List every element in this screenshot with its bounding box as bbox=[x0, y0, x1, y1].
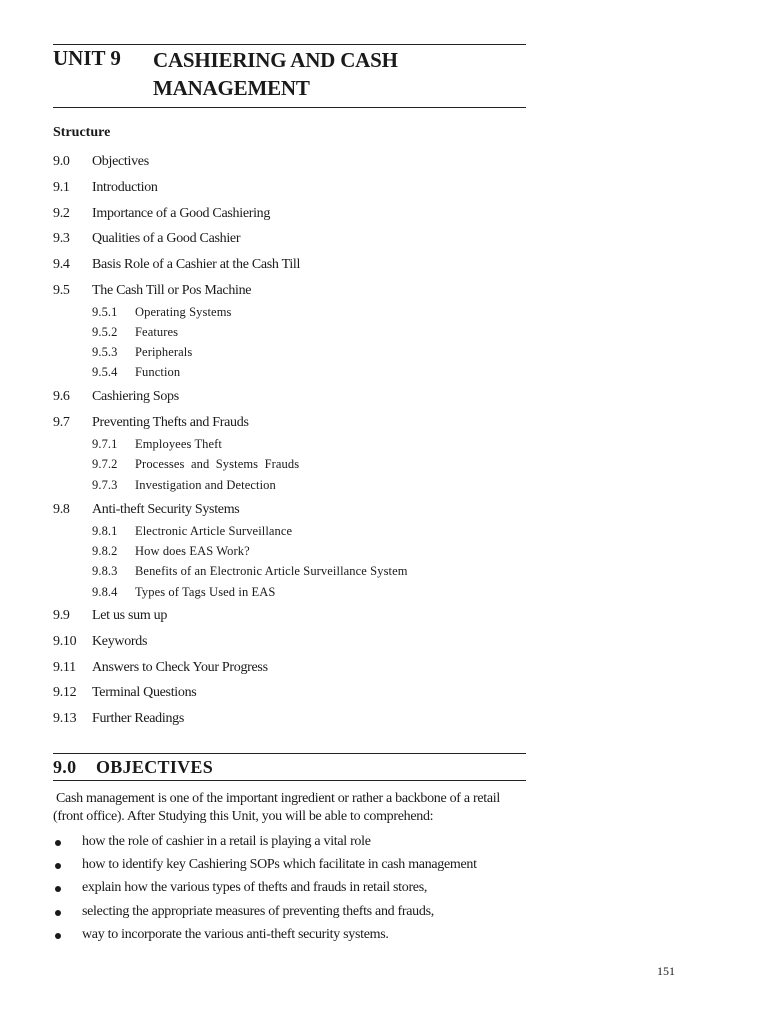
page-number: 151 bbox=[657, 964, 675, 978]
toc-subitem-label: Benefits of an Electronic Article Surveillance System bbox=[135, 564, 408, 578]
unit-label: UNIT 9 bbox=[53, 46, 121, 70]
toc-subitem-number: 9.8.4 bbox=[92, 585, 118, 599]
toc-item-number: 9.12 bbox=[53, 685, 77, 700]
bullet-dot bbox=[55, 886, 61, 892]
toc-item-label: Let us sum up bbox=[92, 608, 168, 623]
toc-item-number: 9.10 bbox=[53, 634, 77, 649]
objective-bullet-text: selecting the appropriate measures of preventing thefts and frauds, bbox=[82, 904, 434, 919]
objectives-intro bbox=[53, 790, 528, 826]
toc-subitem-label: Employees Theft bbox=[135, 437, 223, 451]
toc-item-label: Keywords bbox=[92, 634, 148, 649]
title-bottom-rule bbox=[53, 107, 526, 108]
toc-subitem-number: 9.7.1 bbox=[92, 437, 118, 451]
toc-item-number: 9.6 bbox=[53, 389, 70, 404]
toc-subitem-label: Processes and Systems Frauds bbox=[135, 457, 300, 471]
top-rule bbox=[53, 44, 526, 45]
intro-line-1: Cash management is one of the important ingredient or rather a backbone of a retail bbox=[56, 791, 500, 806]
structure-heading: Structure bbox=[53, 125, 111, 140]
toc-item-number: 9.2 bbox=[53, 206, 70, 221]
toc-subitem-label: Function bbox=[135, 365, 181, 379]
toc-subitem-number: 9.7.2 bbox=[92, 457, 118, 471]
toc-item-label: Importance of a Good Cashiering bbox=[92, 206, 271, 221]
toc-item-label: Cashiering Sops bbox=[92, 389, 179, 404]
toc-subitem-number: 9.5.1 bbox=[92, 305, 118, 319]
objectives-title: OBJECTIVES bbox=[96, 757, 214, 777]
toc-item-label: The Cash Till or Pos Machine bbox=[92, 283, 252, 298]
toc-subitem-label: Electronic Article Surveillance bbox=[135, 524, 293, 538]
toc-item-number: 9.4 bbox=[53, 257, 70, 272]
toc-item-number: 9.5 bbox=[53, 283, 70, 298]
bullet-dot bbox=[55, 933, 61, 939]
toc-subitem-number: 9.8.1 bbox=[92, 524, 118, 538]
unit-title-line-2: MANAGEMENT bbox=[153, 76, 310, 100]
objective-bullet-text: how the role of cashier in a retail is playing a vital role bbox=[82, 834, 371, 849]
toc-subitem-label: Peripherals bbox=[135, 345, 193, 359]
toc-item-label: Answers to Check Your Progress bbox=[92, 660, 268, 675]
toc-subitem-label: Investigation and Detection bbox=[135, 478, 276, 492]
toc-item-number: 9.9 bbox=[53, 608, 70, 623]
toc-subitem-label: Features bbox=[135, 325, 179, 339]
toc-item-number: 9.11 bbox=[53, 660, 76, 675]
toc-item-label: Objectives bbox=[92, 154, 149, 169]
toc-item-number: 9.0 bbox=[53, 154, 70, 169]
toc-subitem-number: 9.5.4 bbox=[92, 365, 118, 379]
toc-subitem-number: 9.7.3 bbox=[92, 478, 118, 492]
objective-bullet-text: explain how the various types of thefts and frauds in retail stores, bbox=[82, 880, 428, 895]
toc-subitem-number: 9.8.3 bbox=[92, 564, 118, 578]
unit-title-line-1: CASHIERING AND CASH bbox=[153, 48, 398, 72]
toc-subitem-label: How does EAS Work? bbox=[135, 544, 250, 558]
objectives-top-rule bbox=[53, 753, 526, 754]
toc-subitem-label: Operating Systems bbox=[135, 305, 232, 319]
objective-bullet-text: how to identify key Cashiering SOPs which facilitate in cash management bbox=[82, 857, 477, 872]
toc-item-label: Qualities of a Good Cashier bbox=[92, 231, 241, 246]
toc-item-label: Basis Role of a Cashier at the Cash Till bbox=[92, 257, 301, 272]
toc-item-number: 9.3 bbox=[53, 231, 70, 246]
objective-bullet-text: way to incorporate the various anti-theft security systems. bbox=[82, 927, 389, 942]
toc-item-label: Further Readings bbox=[92, 711, 185, 726]
toc-subitem-number: 9.5.3 bbox=[92, 345, 118, 359]
toc-item-number: 9.7 bbox=[53, 415, 70, 430]
bullet-dot bbox=[55, 910, 61, 916]
toc-item-label: Terminal Questions bbox=[92, 685, 197, 700]
toc-subitem-number: 9.8.2 bbox=[92, 544, 118, 558]
bullet-dot bbox=[55, 840, 61, 846]
toc-item-number: 9.8 bbox=[53, 502, 70, 517]
toc-item-number: 9.1 bbox=[53, 180, 70, 195]
objectives-bottom-rule bbox=[53, 780, 526, 781]
unit-title bbox=[153, 46, 513, 102]
toc-item-label: Anti-theft Security Systems bbox=[92, 502, 240, 517]
toc-item-number: 9.13 bbox=[53, 711, 77, 726]
toc-subitem-number: 9.5.2 bbox=[92, 325, 118, 339]
bullet-dot bbox=[55, 863, 61, 869]
toc-item-label: Introduction bbox=[92, 180, 158, 195]
toc-subitem-label: Types of Tags Used in EAS bbox=[135, 585, 276, 599]
objectives-number: 9.0 bbox=[53, 757, 77, 777]
intro-line-2: (front office). After Studying this Unit, you will be able to comprehend: bbox=[53, 809, 434, 824]
toc-item-label: Preventing Thefts and Frauds bbox=[92, 415, 249, 430]
